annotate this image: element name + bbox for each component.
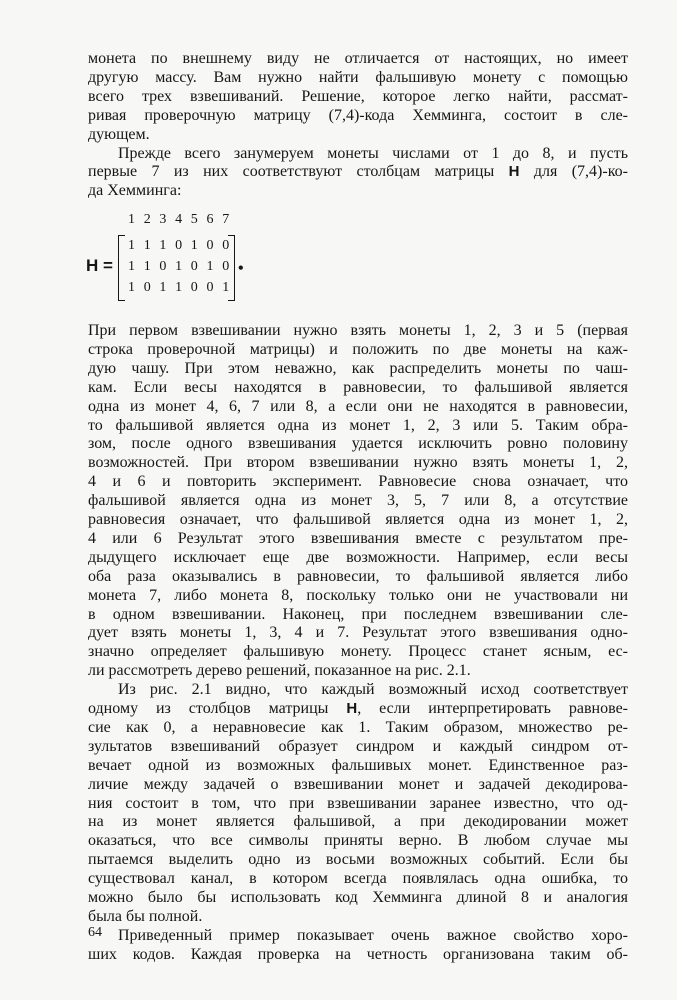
matrix-row: 1 1 1 0 1 0 0 (128, 238, 232, 253)
text-line: значно определяет фальшивую монету. Процесс станет ясным, ес- (88, 643, 628, 661)
text-line: оказаться, что все символы приняты верно. В любом случае мы (88, 832, 628, 850)
text-line: личие между задачей о взвешивании монет и задачей декодирова- (88, 775, 628, 793)
matrix-trailing-dot: • (238, 260, 244, 277)
text-line: да Хемминга: (88, 182, 182, 200)
page-number: 64 (88, 925, 102, 940)
text-line: Приведенный пример показывает очень важное свойство хоро- (118, 926, 628, 944)
text-line: монета 7, либо монета 8, поскольку только они не участвовали ни (88, 586, 628, 604)
text-line: существовал канал, в котором всегда появлялась одна ошибка, то (88, 870, 628, 888)
text-line: ривая проверочную матрицу (7,4)-кода Хемминга, состоит в сле- (88, 106, 628, 124)
left-bracket (118, 235, 125, 301)
text-line: строка проверочной матрицы) и положить по две монеты на каж- (88, 340, 628, 358)
text-line: оба раза оказывались в равновесии, то фальшивой является либо (88, 567, 628, 585)
text-line: При первом взвешивании нужно взять монеты 1, 2, 3 и 5 (первая (88, 322, 628, 339)
text-line: была бы полной. (88, 907, 203, 925)
text-line: ния состоит в том, что при взвешивании заранее известно, что од- (88, 794, 628, 812)
matrix-label: H = (86, 256, 113, 275)
text-line: на из монет является фальшивой, а при декодировании может (88, 813, 628, 831)
text-line: дую чашу. При этом неважно, как распределить монеты по чаш- (88, 359, 628, 377)
matrix-row: 1 1 0 1 0 1 0 (128, 259, 232, 274)
hamming-matrix (86, 208, 286, 308)
text-line: первые 7 из них соответствуют столбцам матрицы H для (7,4)-ко- (88, 163, 628, 181)
text-line: можно было бы использовать код Хемминга длиной 8 и аналогия (88, 889, 628, 906)
text-line: равновесия означает, что фальшивой является одна из монет 1, 2, (88, 511, 628, 528)
text-line: 4 или 6 Результат этого взвешивания вместе с результатом пре- (88, 529, 628, 547)
text-line: пытаемся выделить одно из восьми возможных событий. Если бы (88, 851, 628, 869)
text-line: одна из монет 4, 6, 7 или 8, а если они не находятся в равновесии, (88, 397, 628, 415)
text-line: ших кодов. Каждая проверка на четность организована таким об- (88, 945, 628, 963)
text-line: возможностей. При втором взвешивании нужно взять монеты 1, 2, (88, 454, 628, 472)
text-line: зультатов взвешиваний образует синдром и каждый синдром от- (88, 737, 628, 755)
text-line: кам. Если весы находятся в равновесии, то фальшивой является (88, 378, 628, 396)
text-line: всего трех взвешиваний. Решение, которое легко найти, рассмат- (88, 87, 628, 105)
right-bracket (228, 235, 235, 301)
text-line: вечает одной из возможных фальшивых монет. Единственное раз- (88, 756, 628, 774)
text-line: то фальшивой является одна из монет 1, 2, 3 или 5. Таким обра- (88, 416, 628, 434)
text-line: дующем. (88, 125, 150, 143)
text-line: в одном взвешивании. Наконец, при последнем взвешивании сле- (88, 605, 628, 623)
text-line: другую массу. Вам нужно найти фальшивую монету с помощью (88, 68, 628, 86)
text-line: 4 и 6 и повторить эксперимент. Равновесие снова означает, что (88, 473, 628, 491)
matrix-column-numbers: 1 2 3 4 5 6 7 (128, 212, 232, 227)
text-line: сие как 0, а неравновесие как 1. Таким образом, множество ре- (88, 718, 628, 736)
matrix-row: 1 0 1 1 0 0 1 (128, 280, 232, 295)
text-line: Прежде всего занумеруем монеты числами от 1 до 8, и пусть (118, 144, 628, 162)
text-line: монета по внешнему виду не отличается от настоящих, но имеет (88, 50, 628, 67)
text-line: дует взять монеты 1, 3, 4 и 7. Результат этого взвешивания одно- (88, 624, 628, 642)
text-line: дыдущего исключает еще две возможности. Например, если весы (88, 548, 628, 566)
text-line: одному из столбцов матрицы H, если интерпретировать равнове- (88, 700, 629, 717)
text-line: Из рис. 2.1 видно, что каждый возможный исход соответствует (118, 681, 628, 699)
text-line: ли рассмотреть дерево решений, показанное на рис. 2.1. (88, 662, 471, 680)
text-line: фальшивой является одна из монет 3, 5, 7 или 8, а отсутствие (88, 492, 628, 510)
text-line: зом, после одного взвешивания удается исключить ровно половину (88, 435, 628, 453)
